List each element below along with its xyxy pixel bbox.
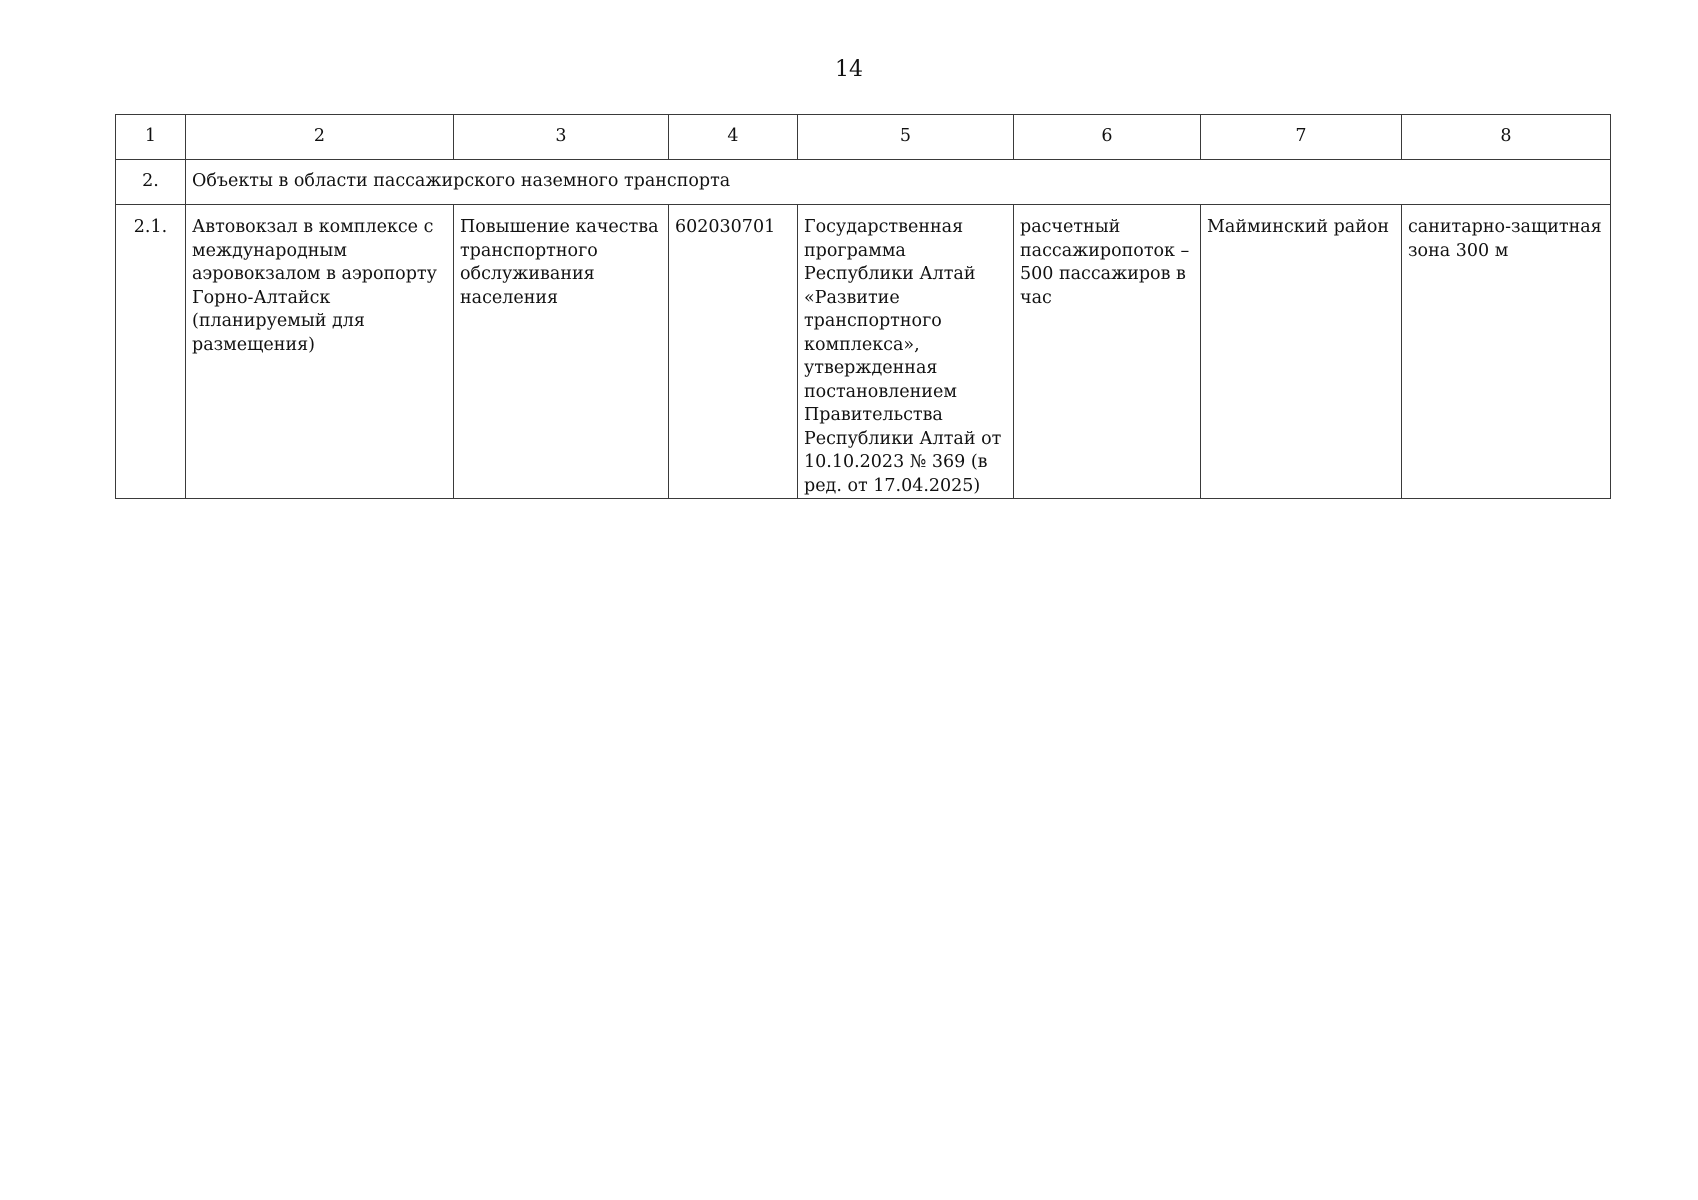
section-row [116,160,1611,205]
objects-table [115,114,1611,499]
characteristics-cell: расчетный пассажиропоток – 500 пассажиров в час [1014,205,1201,499]
object-name-cell: Автовокзал в комплексе с международным аэровокзалом в аэропорту Горно-Алтайск (планируемый для размещения) [186,205,454,499]
column-number-6: 6 [1014,115,1201,160]
code-cell: 602030701 [669,205,798,499]
column-number-8: 8 [1402,115,1611,160]
column-number-1: 1 [116,115,186,160]
column-number-row [116,115,1611,160]
section-title: Объекты в области пассажирского наземного транспорта [186,160,1611,205]
purpose-cell: Повышение качества транспортного обслуживания населения [454,205,669,499]
table-row [116,205,1611,499]
location-cell: Майминский район [1201,205,1402,499]
column-number-3: 3 [454,115,669,160]
section-number: 2. [116,160,186,205]
document-cell: Государственная программа Республики Алтай «Развитие транспортного комплекса», утвержденная постановлением Правительства Республики Алтай от 10.10.2023 № 369 (в ред. от 17.04.2025) [798,205,1014,499]
page-number: 14 [835,57,863,82]
column-number-5: 5 [798,115,1014,160]
zone-cell: санитарно-защитная зона 300 м [1402,205,1611,499]
column-number-2: 2 [186,115,454,160]
row-number: 2.1. [116,205,186,499]
column-number-7: 7 [1201,115,1402,160]
column-number-4: 4 [669,115,798,160]
